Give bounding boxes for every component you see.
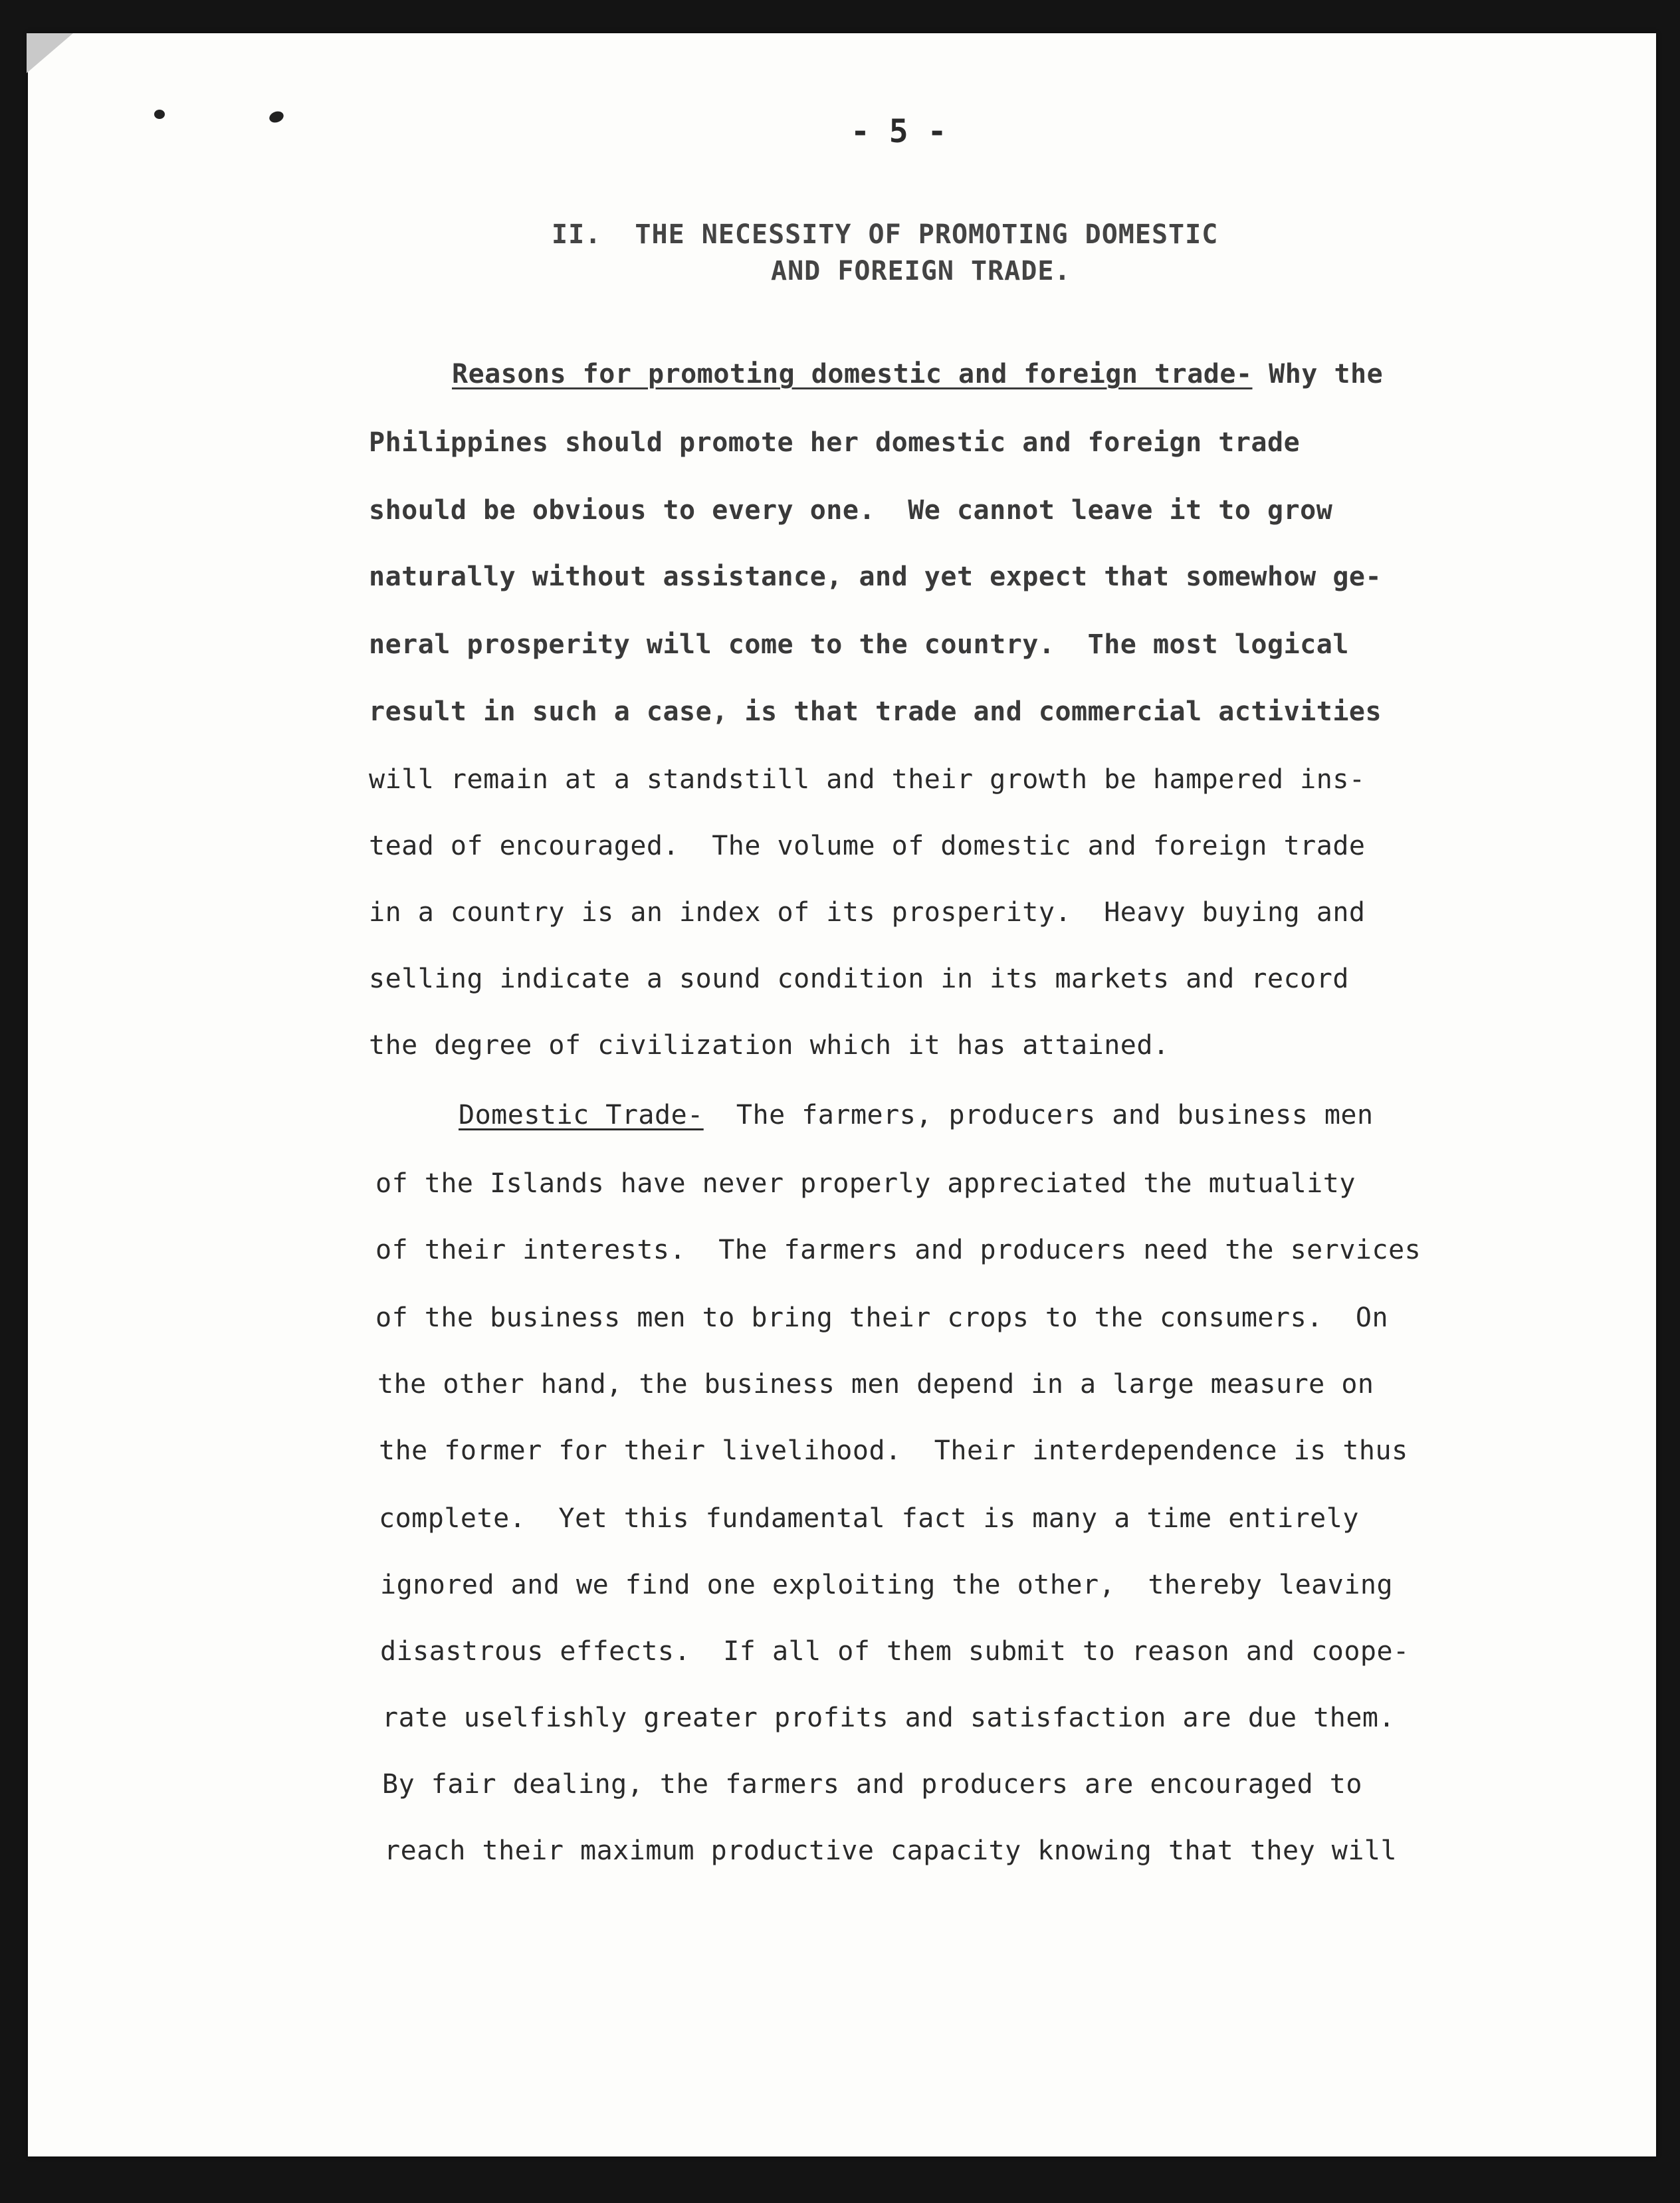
page-number: - 5 - (851, 113, 947, 150)
paragraph-line: neral prosperity will come to the country. The most logical (369, 629, 1349, 660)
paragraph-line: result in such a case, is that trade and commercial activities (369, 696, 1382, 727)
paragraph-line: of the Islands have never properly appreciated the mutuality (375, 1168, 1356, 1199)
page-corner-fold (27, 33, 73, 73)
paragraph-line: will remain at a standstill and their growth be hampered ins- (369, 764, 1366, 795)
paragraph-line: tead of encouraged. The volume of domestic and foreign trade (369, 831, 1366, 861)
paragraph-line: Philippines should promote her domestic and foreign trade (369, 427, 1301, 458)
paragraph-line: selling indicate a sound condition in its markets and record (369, 964, 1349, 994)
paragraph-first-line (459, 1100, 1374, 1130)
paragraph-line: complete. Yet this fundamental fact is many a time entirely (379, 1503, 1359, 1534)
paragraph-heading: Reasons for promoting domestic and foreign trade- (452, 359, 1253, 389)
paragraph-line: By fair dealing, the farmers and producers are encouraged to (382, 1769, 1362, 1800)
paragraph-line: should be obvious to every one. We cannot leave it to grow (369, 495, 1333, 526)
paragraph-line: the other hand, the business men depend in a large measure on (377, 1369, 1374, 1400)
paragraph-line: disastrous effects. If all of them submit to reason and coope- (380, 1636, 1410, 1667)
paragraph-line: reach their maximum productive capacity knowing that they will (384, 1836, 1398, 1866)
section-title: II. THE NECESSITY OF PROMOTING DOMESTIC (552, 219, 1219, 250)
paragraph-first-line (452, 359, 1383, 389)
paragraph-line: rate uselfishly greater profits and satisfaction are due them. (382, 1703, 1396, 1733)
paragraph-text: The farmers, producers and business men (703, 1100, 1374, 1130)
ink-speck (154, 110, 165, 119)
paragraph-line: in a country is an index of its prosperity. Heavy buying and (369, 897, 1366, 928)
paragraph-line: the degree of civilization which it has attained. (369, 1030, 1170, 1061)
paragraph-line: of their interests. The farmers and producers need the services (375, 1235, 1421, 1265)
paragraph-heading: Domestic Trade- (459, 1100, 704, 1130)
section-title-continued: AND FOREIGN TRADE. (771, 256, 1071, 286)
paragraph-line: naturally without assistance, and yet expect that somewhow ge- (369, 562, 1382, 592)
paragraph-line: ignored and we find one exploiting the other, thereby leaving (380, 1570, 1394, 1600)
paragraph-line: of the business men to bring their crops to the consumers. On (375, 1303, 1389, 1333)
paragraph-text: Why the (1252, 359, 1384, 389)
paragraph-line: the former for their livelihood. Their interdependence is thus (379, 1435, 1408, 1466)
